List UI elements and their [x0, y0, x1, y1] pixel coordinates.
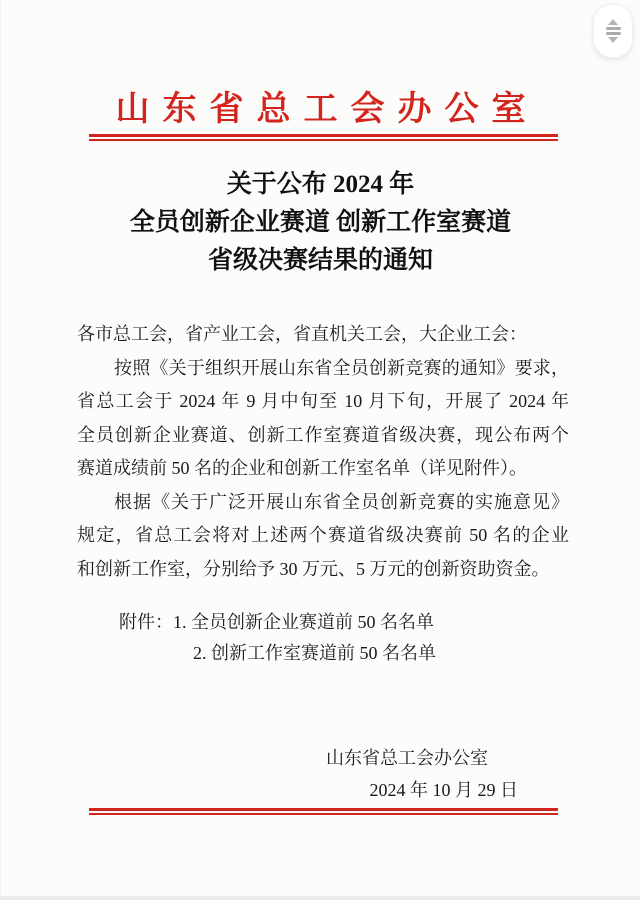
page-bottom-edge [1, 896, 640, 900]
salutation-line: 各市总工会，省产业工会，省直机关工会，大企业工会： [77, 324, 527, 344]
body-line: 规定，省总工会将对上述两个赛道省级决赛前 50 名的企业 [77, 525, 569, 545]
body-line: 省总工会于 2024 年 9 月中旬至 10 月下旬，开展了 2024 年 [77, 391, 569, 411]
signature-block [1, 742, 640, 806]
notice-title [1, 166, 640, 280]
letterhead-org-name: 山东省总工会办公室 [115, 91, 539, 128]
scroll-handle-bar-icon [606, 27, 621, 30]
body-line: 赛道成绩前 50 名的企业和创新工作室名单（详见附件）。 [77, 458, 527, 478]
body-line: 根据《关于广泛开展山东省全员创新竞赛的实施意见》 [114, 491, 569, 512]
footer-double-rule [89, 808, 558, 815]
attachments-list [77, 607, 569, 669]
notice-title-line-1: 关于公布 2024 年 [226, 171, 415, 198]
signature-org: 山东省总工会办公室 [326, 748, 488, 768]
scroll-handle-bar-icon [606, 32, 621, 35]
scroll-up-icon [608, 19, 618, 25]
attachment-item-2: 2. 创新工作室赛道前 50 名名单 [193, 643, 436, 663]
notice-body [77, 318, 569, 586]
scroll-button[interactable] [593, 4, 633, 58]
attachment-item-1: 附件：1. 全员创新企业赛道前 50 名名单 [119, 612, 434, 632]
letterhead-double-rule [89, 134, 558, 141]
body-line: 按照《关于组织开展山东省全员创新竞赛的通知》要求， [114, 357, 569, 378]
signature-date: 2024 年 10 月 29 日 [369, 780, 518, 800]
notice-title-line-3: 省级决赛结果的通知 [207, 247, 433, 274]
body-line: 全员创新企业赛道、创新工作室赛道省级决赛，现公布两个 [77, 424, 569, 445]
notice-title-line-2: 全员创新企业赛道 创新工作室赛道 [129, 209, 512, 236]
body-line: 和创新工作室，分别给予 30 万元、5 万元的创新资助资金。 [77, 558, 550, 579]
scroll-down-icon [608, 37, 618, 43]
